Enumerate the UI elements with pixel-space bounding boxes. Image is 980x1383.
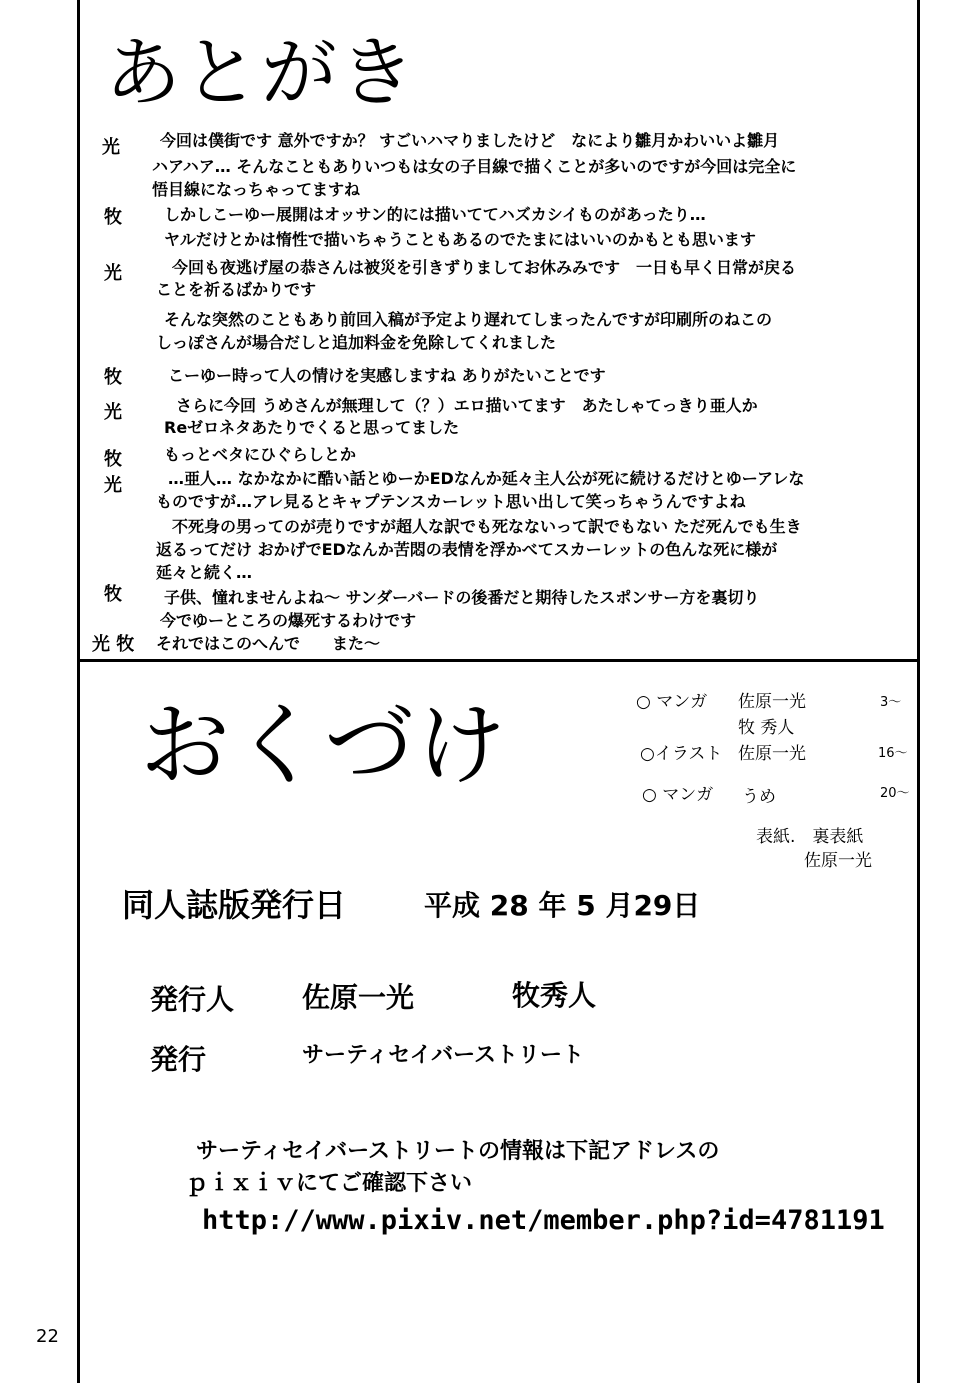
speaker-label: 牧 xyxy=(104,207,122,228)
frame-right-border xyxy=(917,0,920,1383)
pixiv-url[interactable]: http://www.pixiv.net/member.php?id=4781191 xyxy=(202,1205,885,1236)
speaker-label: 牧 xyxy=(104,367,122,388)
credit-page: 3～ xyxy=(880,695,902,710)
issue-date-label: 同人誌版発行日 xyxy=(122,886,347,924)
frame-left-border xyxy=(77,0,80,1383)
speaker-label: 牧 xyxy=(104,584,122,605)
section-divider xyxy=(77,659,920,662)
afterword-line: 悟目線になっちゃってますね xyxy=(152,180,361,199)
issuer-label: 発行 xyxy=(150,1043,207,1076)
afterword-line: 子供、憧れませんよね～ サンダーバードの後番だと期待したスポンサー方を裏切り xyxy=(164,588,760,607)
speaker-label: 光 xyxy=(104,475,122,496)
afterword-line: 今回は僕街です 意外ですか？ すごいハマりましたけど なにより雛月かわいいよ雛月 xyxy=(160,131,780,150)
afterword-line: 不死身の男ってのが売りですが超人な訳でも死なないって訳でもない ただ死んでも生き xyxy=(172,517,802,536)
speaker-label: 光 xyxy=(102,137,120,158)
publisher-name: 佐原一光 xyxy=(302,981,415,1014)
afterword-line: ハアハア… そんなこともありいつもは女の子目線で描くことが多いのですが今回は完全に xyxy=(152,157,797,176)
page-number: 22 xyxy=(36,1326,59,1347)
credit-page: 16～ xyxy=(878,746,908,761)
afterword-line: Reゼロネタあたりでくると思ってました xyxy=(164,418,460,437)
afterword-title: あとがき xyxy=(105,28,417,117)
colophon-title: おくづけ xyxy=(140,693,508,798)
credit-name: 佐原一光 xyxy=(738,744,806,764)
afterword-line: …亜人… なかなかに酷い話とゆーかEDなんか延々主人公が死に続けるだけとゆーアレな xyxy=(168,469,805,488)
afterword-line: さらに今回 うめさんが無理して（？）エロ描いてます あたしゃてっきり亜人か xyxy=(176,396,758,415)
speaker-label: 牧 xyxy=(104,449,122,470)
credit-name: 佐原一光 xyxy=(738,692,806,712)
speaker-label: 光 xyxy=(104,263,122,284)
speaker-label: 光 xyxy=(104,402,122,423)
afterword-line: しっぽさんが場合だしと追加料金を免除してくれました xyxy=(156,333,557,352)
afterword-line: それではこのへんで また～ xyxy=(156,634,381,653)
cover-credit-name: 佐原一光 xyxy=(804,851,872,871)
info-text: ｐｉｘｉｖにてご確認下さい xyxy=(186,1171,473,1196)
afterword-line: ことを祈るばかりです xyxy=(156,280,317,299)
afterword-line: もっとベタにひぐらしとか xyxy=(164,445,357,464)
afterword-line: ものですが…アレ見るとキャプテンスカーレット思い出して笑っちゃうんですよね xyxy=(156,492,746,511)
afterword-line: そんな突然のこともあり前回入稿が予定より遅れてしまったんですが印刷所のねこの xyxy=(164,310,773,329)
cover-credit-label: 表紙. 裏表紙 xyxy=(756,827,864,847)
afterword-line: 今でゆーところの爆死するわけです xyxy=(160,611,417,630)
credit-role: ○ マンガ xyxy=(636,692,708,712)
info-text: サーティセイバーストリートの情報は下記アドレスの xyxy=(196,1139,720,1164)
credit-role: ○イラスト xyxy=(640,744,723,764)
credit-name: うめ xyxy=(742,787,776,807)
credit-page: 20～ xyxy=(880,786,910,801)
afterword-line: 今回も夜逃げ屋の恭さんは被災を引きずりましてお休みみです 一日も早く日常が戻る xyxy=(172,258,797,277)
issuer-name: サーティセイバーストリート xyxy=(302,1043,585,1068)
afterword-line: ヤルだけとかは惰性で描いちゃうこともあるのでたまにはいいのかもとも思います xyxy=(164,230,756,249)
afterword-line: しかしこーゆー展開はオッサン的には描いててハズカシイものがあったり… xyxy=(164,205,706,224)
publisher-name: 牧秀人 xyxy=(512,979,597,1012)
publisher-label: 発行人 xyxy=(150,983,235,1016)
credit-name: 牧 秀人 xyxy=(738,718,795,738)
afterword-line: 延々と続く… xyxy=(156,563,253,582)
issue-date: 平成 28 年 5 月29日 xyxy=(424,889,701,922)
afterword-line: 返るってだけ おかげでEDなんか苦悶の表情を浮かべてスカーレットの色んな死に様が xyxy=(156,540,778,559)
afterword-line: こーゆー時って人の情けを実感しますね ありがたいことです xyxy=(168,366,606,385)
speaker-label: 光 牧 xyxy=(92,634,135,655)
credit-role: ○ マンガ xyxy=(642,785,714,805)
